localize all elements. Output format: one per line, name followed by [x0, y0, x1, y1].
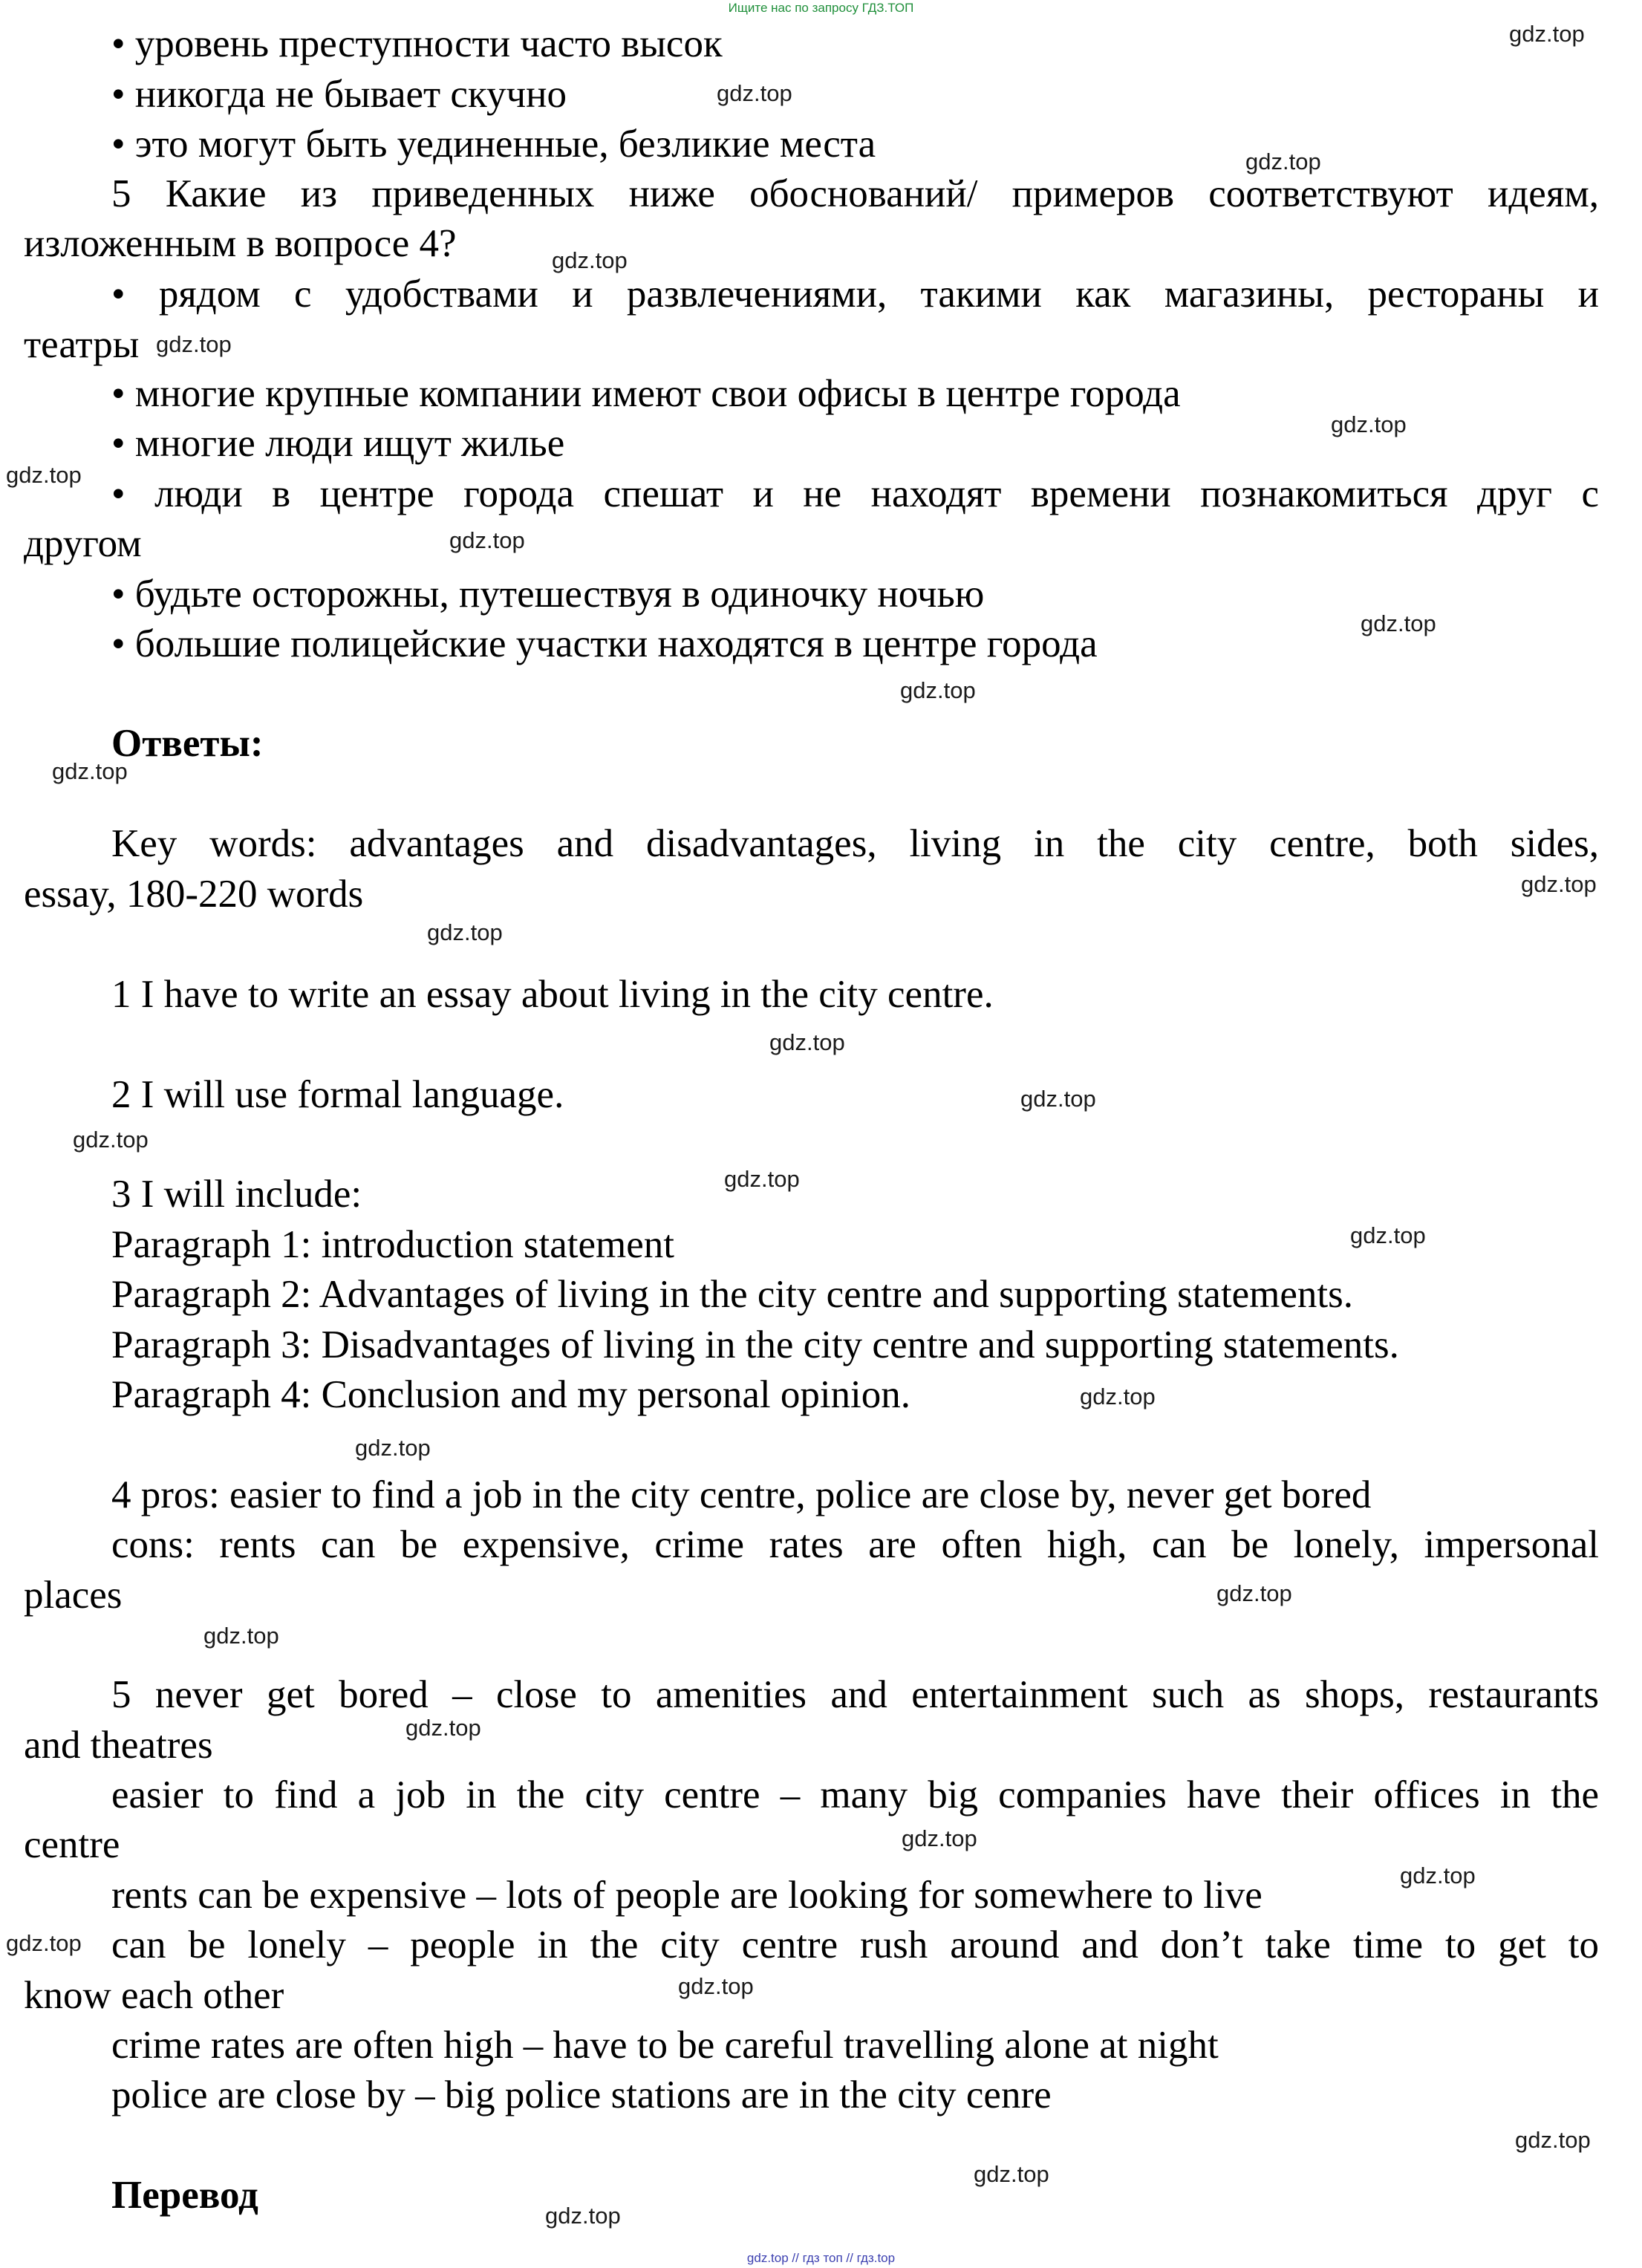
- keywords-line-2: essay, 180-220 words: [24, 873, 364, 916]
- answer-5-line-1: 5 never get bored – close to amenities and entertainment such as shops, restaurants: [111, 1673, 1599, 1716]
- watermark: gdz.top: [203, 1623, 279, 1649]
- answer-5-line-5: crime rates are often high – have to be careful travelling alone at night: [111, 2024, 1219, 2067]
- watermark: gdz.top: [545, 2203, 621, 2229]
- watermark: gdz.top: [1245, 149, 1321, 175]
- answer-5-line-2-cont: centre: [24, 1823, 120, 1866]
- answer-5-line-4: can be lonely – people in the city centre rush around and don’t take time to get to: [111, 1923, 1599, 1966]
- answer-5-line-1-cont: and theatres: [24, 1724, 213, 1767]
- watermark: gdz.top: [1400, 1863, 1476, 1889]
- bullet-police-stations: • большие полицейские участки находятся в центре города: [111, 622, 1098, 665]
- watermark: gdz.top: [1020, 1086, 1096, 1112]
- watermark: gdz.top: [52, 758, 128, 784]
- watermark: gdz.top: [1361, 610, 1436, 636]
- watermark: gdz.top: [1521, 871, 1597, 897]
- watermark: gdz.top: [1509, 21, 1585, 47]
- answer-5-line-2: easier to find a job in the city centre – many big companies have their offices in the: [111, 1773, 1599, 1816]
- answers-heading: Ответы:: [111, 722, 264, 765]
- watermark: gdz.top: [156, 331, 232, 357]
- watermark: gdz.top: [724, 1166, 800, 1192]
- watermark: gdz.top: [355, 1435, 431, 1461]
- bullet-rush-line-2: другом: [24, 522, 142, 565]
- answer-3-intro: 3 I will include:: [111, 1173, 362, 1216]
- bullet-careful-night: • будьте осторожны, путешествуя в одиночку ночью: [111, 573, 985, 616]
- answer-4-cons-line-1: cons: rents can be expensive, crime rates are often high, can be lonely, impersonal: [111, 1523, 1599, 1566]
- watermark: gdz.top: [1216, 1580, 1292, 1606]
- question-5-line-2: изложенным в вопросе 4?: [24, 222, 457, 265]
- watermark: gdz.top: [900, 677, 976, 703]
- question-5-line-1: 5 Какие из приведенных ниже обоснований/ примеров соответствуют идеям,: [111, 172, 1599, 215]
- watermark: gdz.top: [1080, 1384, 1156, 1410]
- answer-5-line-4-cont: know each other: [24, 1974, 284, 2017]
- watermark: gdz.top: [73, 1127, 149, 1153]
- answer-5-line-3: rents can be expensive – lots of people are looking for somewhere to live: [111, 1874, 1263, 1917]
- bullet-lonely-places: • это могут быть уединенные, безликие места: [111, 123, 876, 166]
- answer-3-paragraph-1: Paragraph 1: introduction statement: [111, 1223, 674, 1266]
- watermark: gdz.top: [902, 1825, 977, 1851]
- watermark: gdz.top: [552, 247, 628, 273]
- answer-3-paragraph-4: Paragraph 4: Conclusion and my personal opinion.: [111, 1373, 911, 1416]
- bullet-rush-line-1: • люди в центре города спешат и не находят времени познакомиться друг с: [111, 472, 1599, 515]
- bullet-amenities-line-2: театры: [24, 323, 140, 366]
- bullet-crime-rate: • уровень преступности часто высок: [111, 22, 723, 65]
- header-promo-link[interactable]: Ищите нас по запросу ГДЗ.ТОП: [728, 1, 914, 15]
- watermark: gdz.top: [1350, 1222, 1426, 1248]
- watermark: gdz.top: [6, 462, 82, 488]
- watermark: gdz.top: [717, 80, 792, 106]
- bullet-never-bored: • никогда не бывает скучно: [111, 73, 567, 116]
- answer-4-pros: 4 pros: easier to find a job in the city centre, police are close by, never get bored: [111, 1473, 1372, 1516]
- answer-4-cons-line-2: places: [24, 1574, 123, 1617]
- bullet-amenities-line-1: • рядом с удобствами и развлечениями, такими как магазины, рестораны и: [111, 273, 1599, 316]
- watermark: gdz.top: [405, 1715, 481, 1741]
- bullet-companies: • многие крупные компании имеют свои офисы в центре города: [111, 372, 1181, 415]
- watermark: gdz.top: [769, 1029, 845, 1055]
- watermark: gdz.top: [1331, 411, 1407, 437]
- answer-3-paragraph-2: Paragraph 2: Advantages of living in the city centre and supporting statements.: [111, 1273, 1354, 1316]
- watermark: gdz.top: [427, 919, 503, 945]
- answer-2: 2 I will use formal language.: [111, 1073, 564, 1116]
- footer-links[interactable]: gdz.top // гдз топ // гдз.top: [746, 2251, 896, 2265]
- bullet-housing: • многие люди ищут жилье: [111, 422, 565, 465]
- answer-3-paragraph-3: Paragraph 3: Disadvantages of living in the city centre and supporting statements.: [111, 1323, 1399, 1366]
- answer-5-line-6: police are close by – big police stations are in the city cenre: [111, 2073, 1052, 2117]
- watermark: gdz.top: [449, 527, 525, 553]
- watermark: gdz.top: [974, 2161, 1049, 2187]
- watermark: gdz.top: [1515, 2127, 1591, 2153]
- answer-1: 1 I have to write an essay about living in the city centre.: [111, 973, 994, 1016]
- watermark: gdz.top: [6, 1930, 82, 1956]
- watermark: gdz.top: [678, 1973, 754, 1999]
- translation-heading: Перевод: [111, 2174, 258, 2217]
- keywords-line-1: Key words: advantages and disadvantages, living in the city centre, both sides,: [111, 822, 1599, 865]
